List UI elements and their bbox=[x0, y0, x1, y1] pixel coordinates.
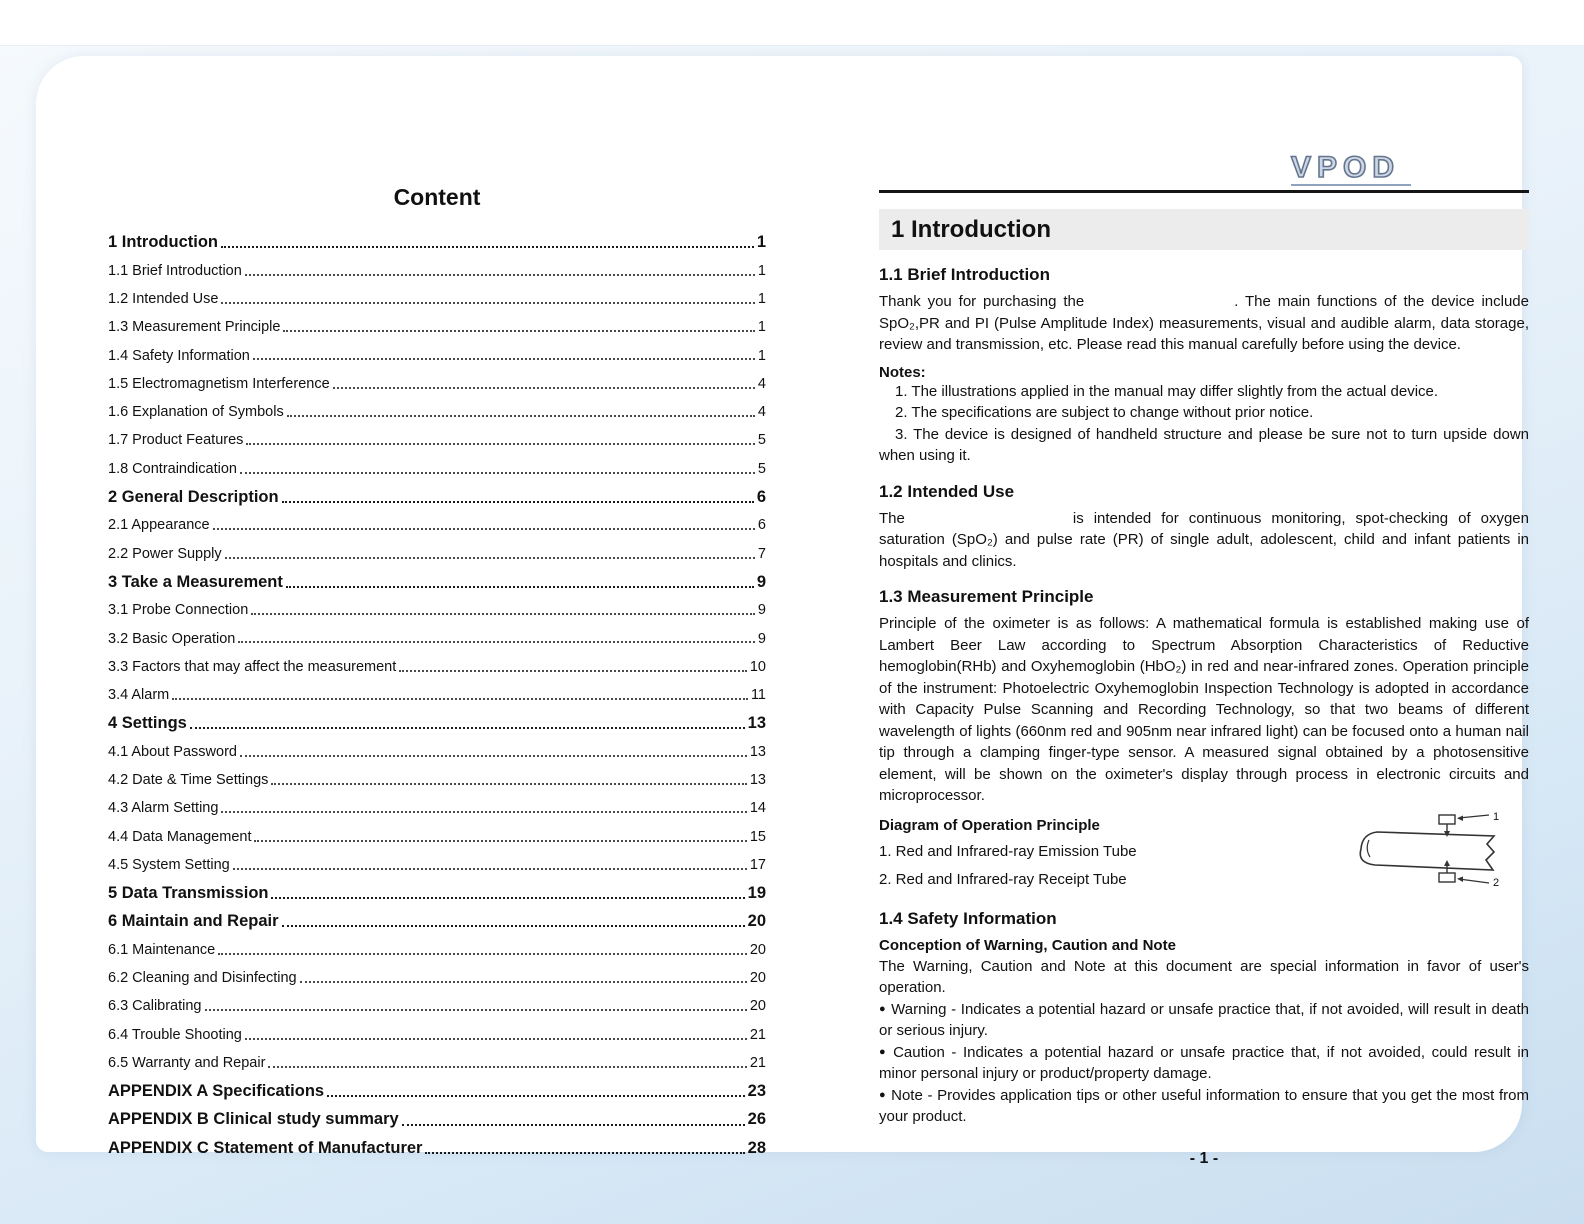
toc-entry bbox=[108, 761, 766, 789]
bullet-icon: ● bbox=[879, 1002, 887, 1015]
toc-entry-page: 20 bbox=[749, 998, 766, 1015]
toc-entry bbox=[108, 563, 766, 591]
toc-entry bbox=[108, 1100, 766, 1128]
toc-entry-page: 4 bbox=[757, 375, 766, 392]
toc-entry bbox=[108, 987, 766, 1015]
toc-entry-label: 1.1 Brief Introduction bbox=[108, 262, 242, 279]
toc-entry-label: 4.5 System Setting bbox=[108, 856, 230, 873]
device-name-blank bbox=[1084, 305, 1234, 306]
bullet-icon: ● bbox=[879, 1088, 887, 1101]
toc-entry bbox=[108, 704, 766, 732]
toc-entry bbox=[108, 846, 766, 874]
toc-entry-label: 1.3 Measurement Principle bbox=[108, 319, 281, 336]
dot-leader bbox=[333, 387, 755, 389]
dot-leader bbox=[245, 274, 755, 276]
toc-entry bbox=[108, 902, 766, 930]
toc-entry bbox=[108, 1015, 766, 1043]
dot-leader bbox=[282, 925, 745, 927]
toc-entry bbox=[108, 336, 766, 364]
dot-leader bbox=[399, 670, 747, 672]
toc-entry bbox=[108, 930, 766, 958]
toc-entry-page: 26 bbox=[747, 1110, 766, 1129]
dot-leader bbox=[271, 897, 744, 899]
diagram-item: 1. Red and Infrared-ray Emission Tube bbox=[879, 842, 1137, 860]
toc-entry-label: 6.4 Trouble Shooting bbox=[108, 1026, 242, 1043]
toc-entry-label: 1 Introduction bbox=[108, 233, 218, 252]
toc-column bbox=[108, 184, 766, 1157]
toc-entry-page: 13 bbox=[749, 772, 766, 788]
toc-entry-label: 2.2 Power Supply bbox=[108, 545, 222, 562]
diagram-title: Diagram of Operation Principle bbox=[879, 816, 1100, 834]
notes-label: Notes: bbox=[879, 363, 926, 381]
toc-entry bbox=[108, 1044, 766, 1072]
toc-entry-label: 4.1 About Password bbox=[108, 743, 237, 760]
dot-leader bbox=[221, 811, 746, 813]
toc-entry bbox=[108, 534, 766, 562]
toc-entry bbox=[108, 732, 766, 760]
caution-bullet: ● Caution - Indicates a potential hazard or unsafe practice that, if not avoided, could result in minor personal injury or product/property damage. bbox=[879, 1043, 1529, 1082]
bullet-icon: ● bbox=[879, 1045, 889, 1058]
diagram-label-2: 2 bbox=[1493, 876, 1500, 889]
section-heading-1-1: 1.1 Brief Introduction bbox=[879, 265, 1050, 284]
dot-leader bbox=[240, 472, 755, 474]
toc-entry-label: APPENDIX C Statement of Manufacturer bbox=[108, 1138, 423, 1157]
dot-leader bbox=[221, 246, 754, 248]
dot-leader bbox=[221, 302, 754, 304]
dot-leader bbox=[246, 443, 755, 445]
toc-entry bbox=[108, 449, 766, 477]
toc-entry-label: 5 Data Transmission bbox=[108, 883, 269, 902]
toc-entry bbox=[108, 506, 766, 534]
section-heading-1-4: 1.4 Safety Information bbox=[879, 908, 1057, 928]
dot-leader bbox=[233, 868, 747, 870]
dot-leader bbox=[253, 358, 755, 360]
dot-leader bbox=[286, 586, 754, 588]
toc-entry-page: 1 bbox=[757, 319, 766, 336]
toc-entry-page: 5 bbox=[757, 460, 766, 477]
toc-entry bbox=[108, 676, 766, 704]
note-bullet: ● Note - Provides application tips or other useful information to ensure that you get the most from your product. bbox=[879, 1086, 1529, 1125]
toc-entry-label: 3.3 Factors that may affect the measurement bbox=[108, 658, 397, 675]
dot-leader bbox=[240, 755, 747, 757]
toc-entry-page: 17 bbox=[749, 856, 766, 873]
toc-entry bbox=[108, 421, 766, 449]
paragraph-1-3: Principle of the oximeter is as follows: A mathematical formula is established making use of Lambert Beer Law according to Spectrum Absorption Characteristics of Reductive hemoglobin(RHb) and Oxyhemoglobin (HbO₂) in red and near-infrared zones. Operation principle of the instrument: Photoelectric Oxyhemoglobin Inspection Technology is adopted in accordance with Capacity Pulse Scanning and Recording Technology, so that two beams of different wavelength of lights (660nm red and 905nm near infrared light) can be focused onto a human nail tip through a clamping finger-type sensor. A measured signal obtained by a photosensitive element, will be shown on the oximeter's display through process in electronic circuits and microprocessor. bbox=[879, 615, 1529, 804]
toc-entry bbox=[108, 308, 766, 336]
device-name-blank bbox=[905, 522, 1073, 523]
toc-entry bbox=[108, 874, 766, 902]
chapter-heading bbox=[879, 209, 1529, 250]
dot-leader bbox=[283, 330, 754, 332]
toc-entry-page: 13 bbox=[749, 743, 766, 760]
toc-entry-page: 1 bbox=[757, 290, 766, 307]
toc-title: Content bbox=[393, 184, 481, 210]
toc-entry-page: 20 bbox=[747, 912, 766, 931]
toc-entry-page: 9 bbox=[756, 572, 766, 591]
toc-entry-label: 4.4 Data Management bbox=[108, 828, 252, 845]
warning-bullet: ● Warning - Indicates a potential hazard or unsafe practice that, if not avoided, will result in death or serious injury. bbox=[879, 1000, 1529, 1039]
dot-leader bbox=[213, 528, 755, 530]
toc-entry-label: 3.4 Alarm bbox=[108, 687, 170, 704]
manual-page-sheet bbox=[36, 56, 1529, 1167]
dot-leader bbox=[245, 1038, 747, 1040]
dot-leader bbox=[425, 1152, 744, 1154]
toc-entry-page: 28 bbox=[747, 1138, 766, 1157]
toc-entry-page: 7 bbox=[757, 545, 766, 562]
toc-entry-page: 21 bbox=[749, 1026, 766, 1043]
top-white-strip bbox=[0, 0, 1584, 46]
toc-entry bbox=[108, 223, 766, 251]
dot-leader bbox=[190, 727, 745, 729]
toc-entry-label: APPENDIX A Specifications bbox=[108, 1082, 325, 1101]
toc-entry-label: 4 Settings bbox=[108, 714, 187, 733]
toc-entry bbox=[108, 393, 766, 421]
toc-entry-label: 3.1 Probe Connection bbox=[108, 602, 249, 619]
dot-leader bbox=[402, 1124, 745, 1126]
toc-entry-label: 6.2 Cleaning and Disinfecting bbox=[108, 970, 297, 987]
dot-leader bbox=[287, 415, 755, 417]
toc-entry-label: 1.6 Explanation of Symbols bbox=[108, 404, 284, 421]
dot-leader bbox=[172, 698, 748, 700]
toc-entry-label: 6.3 Calibrating bbox=[108, 998, 202, 1015]
section-heading-1-2: 1.2 Intended Use bbox=[879, 481, 1015, 501]
toc-entry-label: 2 General Description bbox=[108, 487, 279, 506]
dot-leader bbox=[238, 641, 755, 643]
note-item: 3. The device is designed of handheld structure and please be sure not to turn upside down when using it. bbox=[879, 425, 1529, 464]
diagram-item: 2. Red and Infrared-ray Receipt Tube bbox=[879, 870, 1127, 888]
toc-entry-label: 1.2 Intended Use bbox=[108, 290, 219, 307]
toc-entry-label: 6.1 Maintenance bbox=[108, 941, 216, 958]
paragraph-1-4: The Warning, Caution and Note at this document are special information in favor of user's operation. bbox=[879, 957, 1529, 996]
dot-leader bbox=[225, 557, 755, 559]
diagram-label-1: 1 bbox=[1493, 810, 1500, 823]
toc-entry bbox=[108, 280, 766, 308]
toc-entry-page: 1 bbox=[756, 233, 766, 252]
chapter-heading-text: 1 Introduction bbox=[891, 216, 1051, 243]
dot-leader bbox=[282, 501, 754, 503]
toc-entry-page: 14 bbox=[749, 800, 766, 817]
toc-entry-page: 13 bbox=[747, 714, 766, 733]
toc-entry-page: 20 bbox=[749, 970, 766, 987]
dot-leader bbox=[268, 1066, 746, 1068]
toc-entry-label: 6 Maintain and Repair bbox=[108, 912, 279, 931]
toc-entry-label: 1.5 Electromagnetism Interference bbox=[108, 375, 330, 392]
toc-entry-page: 23 bbox=[747, 1082, 766, 1101]
dot-leader bbox=[254, 840, 746, 842]
toc-entry-label: 4.3 Alarm Setting bbox=[108, 800, 219, 817]
paragraph-1-2: The is intended for continuous monitoring, spot-checking of oxygen saturation (SpO₂) and pulse rate (PR) of single adult, adolescent, child and infant patients in hospitals and clinics. bbox=[879, 509, 1529, 570]
toc-entry-page: 5 bbox=[757, 432, 766, 449]
toc-entry bbox=[108, 591, 766, 619]
toc-entry bbox=[108, 1072, 766, 1100]
dot-leader bbox=[327, 1095, 745, 1097]
toc-entry bbox=[108, 364, 766, 392]
toc-entry-label: 1.8 Contraindication bbox=[108, 460, 237, 477]
note-item: 1. The illustrations applied in the manual may differ slightly from the actual device. bbox=[895, 382, 1439, 400]
toc-entry-page: 1 bbox=[757, 262, 766, 279]
toc-entry-page: 1 bbox=[757, 347, 766, 364]
dot-leader bbox=[251, 613, 755, 615]
toc-entry bbox=[108, 789, 766, 817]
vpod-logo: VPOD bbox=[1291, 152, 1411, 186]
toc-entry bbox=[108, 817, 766, 845]
toc-entry bbox=[108, 959, 766, 987]
toc-entry-page: 9 bbox=[757, 630, 766, 647]
paragraph-1-1: Thank you for purchasing the . The main functions of the device include SpO₂,PR and PI (Pulse Amplitude Index) measurements, visual and audible alarm, data storage, review and transmission, etc. Please read this manual carefully before using the device. bbox=[879, 293, 1529, 353]
dot-leader bbox=[218, 953, 747, 955]
toc-entry-page: 21 bbox=[749, 1054, 766, 1071]
toc-entry-page: 6 bbox=[757, 517, 766, 534]
toc-entry bbox=[108, 647, 766, 675]
toc-entry-label: 2.1 Appearance bbox=[108, 517, 210, 534]
toc-entry-label: 6.5 Warranty and Repair bbox=[108, 1054, 266, 1071]
toc-entry-page: 6 bbox=[756, 487, 766, 506]
toc-entry-page: 19 bbox=[747, 883, 766, 902]
toc-entry-page: 10 bbox=[749, 658, 766, 675]
toc-entry-label: 4.2 Date & Time Settings bbox=[108, 772, 269, 788]
operation-principle-block bbox=[879, 810, 1529, 894]
toc-entry-label: 1.7 Product Features bbox=[108, 432, 244, 449]
content-column bbox=[879, 152, 1529, 1168]
toc-entry bbox=[108, 619, 766, 647]
finger-sensor-diagram bbox=[1351, 807, 1523, 889]
subsection-heading: Conception of Warning, Caution and Note bbox=[879, 936, 1176, 954]
header-rule bbox=[879, 190, 1529, 193]
dot-leader bbox=[271, 783, 746, 785]
toc-entry-label: 3 Take a Measurement bbox=[108, 572, 283, 591]
toc-entry-label: APPENDIX B Clinical study summary bbox=[108, 1110, 399, 1129]
note-item: 2. The specifications are subject to change without prior notice. bbox=[895, 404, 1314, 421]
dot-leader bbox=[205, 1009, 747, 1011]
toc-entry-page: 15 bbox=[749, 828, 766, 845]
toc-entry-label: 3.2 Basic Operation bbox=[108, 630, 236, 647]
toc-entry bbox=[108, 251, 766, 279]
toc-entry bbox=[108, 1129, 766, 1157]
toc-entry-page: 11 bbox=[750, 687, 766, 704]
toc-entry-page: 20 bbox=[749, 941, 766, 958]
toc-entry-page: 9 bbox=[757, 602, 766, 619]
toc-entry bbox=[108, 478, 766, 506]
section-heading-1-3: 1.3 Measurement Principle bbox=[879, 587, 1094, 606]
dot-leader bbox=[300, 981, 747, 983]
page-number: - 1 - bbox=[1189, 1149, 1219, 1167]
toc-entry-label: 1.4 Safety Information bbox=[108, 347, 250, 364]
toc-entry-page: 4 bbox=[757, 404, 766, 421]
